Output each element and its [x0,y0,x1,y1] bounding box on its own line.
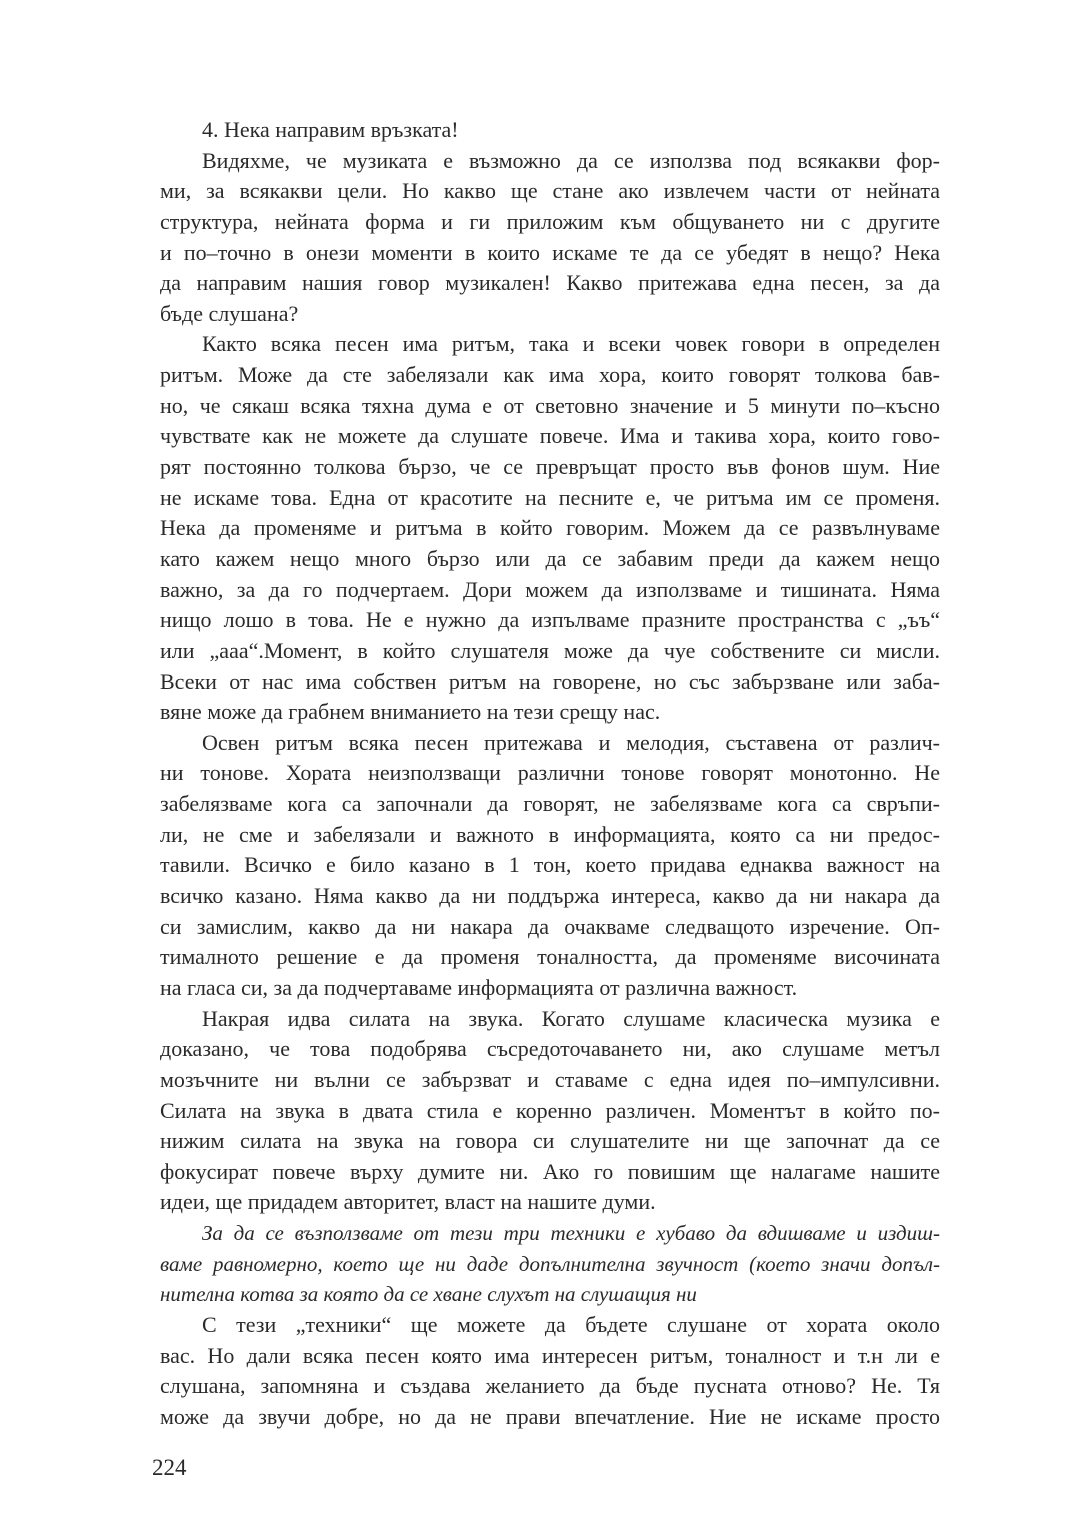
text-line: може да звучи добре, но да не прави впечатление. Ние не искаме просто [160,1403,940,1429]
text-line: тималното решение е да променя тоналността, да променяме височината [160,944,940,970]
text-line: нищо лошо в това. Не е нужно да изпълваме празните пространства с „ъъ“ [160,607,940,633]
text-line: нителна котва за която да се хване слухът на слушащия ни [160,1282,697,1307]
text-line: забелязваме кога са започнали да говорят, не забелязваме кога са свръпи- [160,791,940,817]
text-line: слушана, запомняна и създава желанието да бъде пусната отново? Не. Тя [160,1373,940,1399]
text-line: идеи, ще придадем авторитет, власт на нашите думи. [160,1189,656,1215]
text-line: чувствате как не можете да слушате повече. Има и такива хора, които гово- [160,423,940,449]
text-line: Видяхме, че музиката е възможно да се използва под всякакви фор- [202,147,940,173]
text-line: Накрая идва силата на звука. Когато слушаме класическа музика е [202,1005,940,1031]
text-line: бъде слушана? [160,300,299,326]
text-line: Силата на звука в двата стила е коренно различен. Моментът в който по- [160,1097,940,1123]
text-line: ни тонове. Хората неизползващи различни тонове говорят монотонно. Не [160,760,940,786]
text-line: ритъм. Може да сте забелязали как има хора, които говорят толкова бав- [160,362,940,388]
text-line: структура, нейната форма и ги приложим към общуването ни с другите [160,208,940,234]
text-line: Всеки от нас има собствен ритъм на говорене, но със забързване или заба- [160,668,940,694]
text-line: Както всяка песен има ритъм, така и всеки човек говори в определен [202,331,940,357]
text-line: Освен ритъм всяка песен притежава и мелодия, съставена от различ- [202,729,940,755]
italic-note-paragraph [160,1218,940,1310]
text-line: или „ааа“.Момент, в който слушателя може да чуе собствените си мисли. [160,637,940,663]
text-line: на гласа си, за да подчертаваме информацията от различна важност. [160,974,798,1000]
text-line: не искаме това. Една от красотите на песните е, че ритъма им се променя. [160,484,940,510]
text-line: вяне може да грабнем вниманието на тези срещу нас. [160,699,661,725]
paragraph [160,1310,940,1433]
text-line: доказано, че това подобрява съсредоточаването ни, ако слушаме метъл [160,1036,940,1062]
text-line: мозъчните ни вълни се забързват и ставаме с една идея по–импулсивни. [160,1066,940,1092]
text-line: фокусират повече върху думите ни. Ако го повишим ще налагаме нашите [160,1158,940,1184]
page-number: 224 [152,1455,187,1480]
text-line: си замислим, какво да ни накара да очакваме следващото изречение. Оп- [160,913,940,939]
text-line: Нека да променяме и ритъма в който говорим. Можем да се развълнуваме [160,515,940,541]
text-line: като кажем нещо много бързо или да се забавим преди да кажем нещо [160,545,940,571]
text-line: ли, не сме и забелязали и важното в информацията, която са ни предос- [160,821,940,847]
text-line: и по–точно в онези моменти в които искаме те да се убедят в нещо? Нека [160,239,940,265]
text-line: ваме равномерно, което ще ни даде допълнителна звучност (което значи допъл- [160,1251,940,1276]
paragraph [160,728,940,1004]
text-line: ми, за всякакви цели. Но какво ще стане ако извлечем части от нейната [160,178,940,204]
text-line: но, че сякаш всяка тяхна дума е от световно значение и 5 минути по–късно [160,392,940,418]
text-line: нижим силата на звука на говора си слушателите ни ще започнат да се [160,1128,940,1154]
text-line: С тези „техники“ ще можете да бъдете слушане от хората около [202,1311,940,1337]
text-line: тавили. Всичко е било казано в 1 тон, което придава еднаква важност на [160,852,940,878]
paragraph [160,146,940,330]
text-line: За да се възползваме от тези три техники е хубаво да вдишваме и издиш- [202,1221,940,1246]
paragraph [160,329,940,727]
page-body [160,115,940,1433]
text-line: важно, за да го подчертаем. Дори можем да използваме и тишината. Няма [160,576,940,602]
text-line: рят постоянно толкова бързо, че се превръщат просто във фонов шум. Ние [160,454,940,480]
text-line: вас. Но дали всяка песен която има интересен ритъм, тоналност и т.н ли е [160,1342,940,1368]
text-line: всичко казано. Няма какво да ни поддържа интереса, какво да ни накара да [160,883,940,909]
section-heading: 4. Нека направим връзката! [202,117,459,142]
paragraph [160,1004,940,1218]
text-line: да направим нашия говор музикален! Какво притежава една песен, за да [160,270,940,296]
